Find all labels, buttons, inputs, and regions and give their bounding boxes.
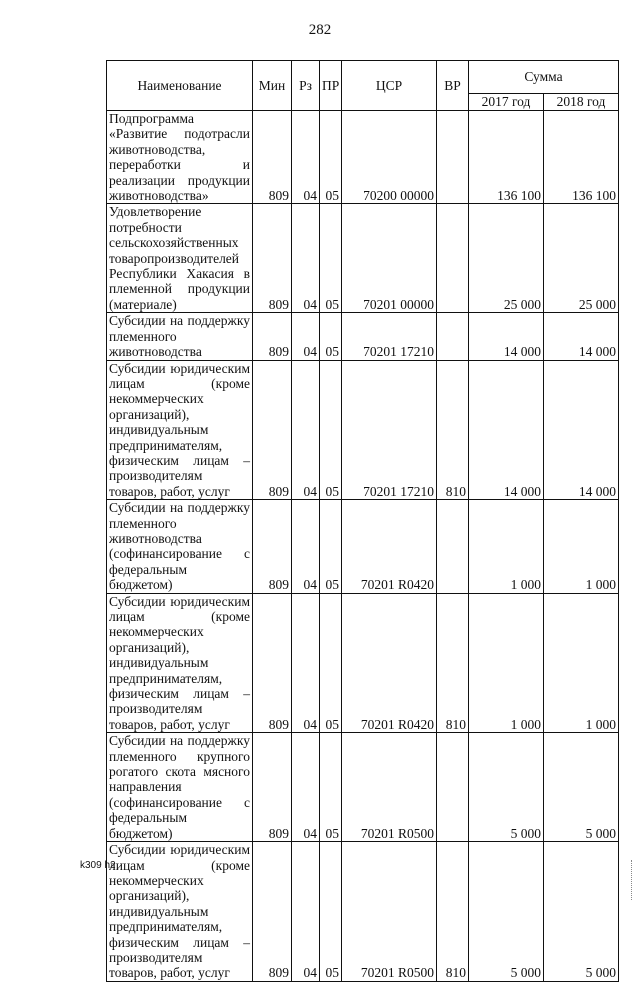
cell-sum-2018: 14 000 bbox=[544, 313, 619, 360]
cell-rz: 04 bbox=[292, 593, 320, 733]
cell-vr bbox=[437, 733, 469, 842]
cell-sum-2017: 25 000 bbox=[469, 204, 544, 313]
cell-name: Субсидии юридическим лицам (кроме некоммерческих организаций), индивидуальным предпринимателям, физическим лицам – производителям товаров, работ, услуг bbox=[107, 593, 253, 733]
header-sum: Сумма bbox=[469, 61, 619, 94]
cell-vr bbox=[437, 500, 469, 593]
cell-sum-2018: 136 100 bbox=[544, 111, 619, 204]
cell-rz: 04 bbox=[292, 733, 320, 842]
table-row bbox=[107, 500, 619, 593]
cell-name: Субсидии на поддержку племенного крупного рогатого скота мясного направления (софинансирование с федеральным бюджетом) bbox=[107, 733, 253, 842]
cell-sum-2018: 1 000 bbox=[544, 593, 619, 733]
cell-min: 809 bbox=[253, 733, 292, 842]
table-row bbox=[107, 842, 619, 982]
header-csr: ЦСР bbox=[342, 61, 437, 111]
cell-csr: 70201 00000 bbox=[342, 204, 437, 313]
cell-sum-2018: 14 000 bbox=[544, 360, 619, 500]
cell-name: Субсидии юридическим лицам (кроме некоммерческих организаций), индивидуальным предпринимателям, физическим лицам – производителям товаров, работ, услуг bbox=[107, 360, 253, 500]
table-row bbox=[107, 593, 619, 733]
cell-vr bbox=[437, 111, 469, 204]
cell-sum-2018: 5 000 bbox=[544, 842, 619, 982]
cell-min: 809 bbox=[253, 204, 292, 313]
table-header bbox=[107, 61, 619, 111]
header-pr: ПР bbox=[320, 61, 342, 111]
cell-sum-2017: 5 000 bbox=[469, 842, 544, 982]
cell-pr: 05 bbox=[320, 204, 342, 313]
cell-rz: 04 bbox=[292, 204, 320, 313]
cell-sum-2017: 14 000 bbox=[469, 360, 544, 500]
cell-vr: 810 bbox=[437, 593, 469, 733]
cell-sum-2018: 5 000 bbox=[544, 733, 619, 842]
budget-table bbox=[106, 60, 619, 982]
cell-csr: 70201 R0500 bbox=[342, 733, 437, 842]
cell-sum-2017: 136 100 bbox=[469, 111, 544, 204]
cell-pr: 05 bbox=[320, 500, 342, 593]
table-row bbox=[107, 111, 619, 204]
cell-csr: 70201 17210 bbox=[342, 313, 437, 360]
cell-pr: 05 bbox=[320, 313, 342, 360]
table-row bbox=[107, 360, 619, 500]
header-vr: ВР bbox=[437, 61, 469, 111]
cell-vr bbox=[437, 204, 469, 313]
cell-pr: 05 bbox=[320, 111, 342, 204]
cell-csr: 70201 R0420 bbox=[342, 500, 437, 593]
cell-vr bbox=[437, 313, 469, 360]
cell-min: 809 bbox=[253, 111, 292, 204]
cell-rz: 04 bbox=[292, 500, 320, 593]
scan-edge-marks bbox=[631, 860, 636, 900]
cell-name: Субсидии на поддержку племенного животноводства bbox=[107, 313, 253, 360]
cell-min: 809 bbox=[253, 593, 292, 733]
header-name: Наименование bbox=[107, 61, 253, 111]
cell-name: Субсидии на поддержку племенного животноводства (софинансирование с федеральным бюджетом) bbox=[107, 500, 253, 593]
footer-code: k309 h2 bbox=[80, 860, 116, 871]
page-number: 282 bbox=[308, 22, 332, 38]
header-min: Мин bbox=[253, 61, 292, 111]
table-row bbox=[107, 204, 619, 313]
cell-pr: 05 bbox=[320, 842, 342, 982]
header-rz: Рз bbox=[292, 61, 320, 111]
cell-min: 809 bbox=[253, 500, 292, 593]
header-year-2018: 2018 год bbox=[544, 94, 619, 111]
table-row bbox=[107, 733, 619, 842]
cell-sum-2017: 1 000 bbox=[469, 500, 544, 593]
cell-rz: 04 bbox=[292, 111, 320, 204]
cell-csr: 70201 R0420 bbox=[342, 593, 437, 733]
cell-min: 809 bbox=[253, 313, 292, 360]
cell-sum-2018: 25 000 bbox=[544, 204, 619, 313]
table-body bbox=[107, 111, 619, 982]
cell-csr: 70200 00000 bbox=[342, 111, 437, 204]
cell-sum-2018: 1 000 bbox=[544, 500, 619, 593]
cell-sum-2017: 14 000 bbox=[469, 313, 544, 360]
cell-rz: 04 bbox=[292, 360, 320, 500]
cell-csr: 70201 R0500 bbox=[342, 842, 437, 982]
cell-vr: 810 bbox=[437, 842, 469, 982]
table-row bbox=[107, 313, 619, 360]
cell-sum-2017: 5 000 bbox=[469, 733, 544, 842]
cell-pr: 05 bbox=[320, 593, 342, 733]
header-year-2017: 2017 год bbox=[469, 94, 544, 111]
cell-min: 809 bbox=[253, 842, 292, 982]
cell-name: Удовлетворение потребности сельскохозяйственных товаропроизводителей Республики Хакасия в племенной продукции (материале) bbox=[107, 204, 253, 313]
cell-rz: 04 bbox=[292, 313, 320, 360]
cell-name: Подпрограмма «Развитие подотрасли животноводства, переработки и реализации продукции животноводства» bbox=[107, 111, 253, 204]
cell-sum-2017: 1 000 bbox=[469, 593, 544, 733]
cell-vr: 810 bbox=[437, 360, 469, 500]
cell-pr: 05 bbox=[320, 360, 342, 500]
cell-rz: 04 bbox=[292, 842, 320, 982]
cell-pr: 05 bbox=[320, 733, 342, 842]
cell-min: 809 bbox=[253, 360, 292, 500]
cell-name: Субсидии юридическим лицам (кроме некоммерческих организаций), индивидуальным предпринимателям, физическим лицам – производителям товаров, работ, услуг bbox=[107, 842, 253, 982]
cell-csr: 70201 17210 bbox=[342, 360, 437, 500]
